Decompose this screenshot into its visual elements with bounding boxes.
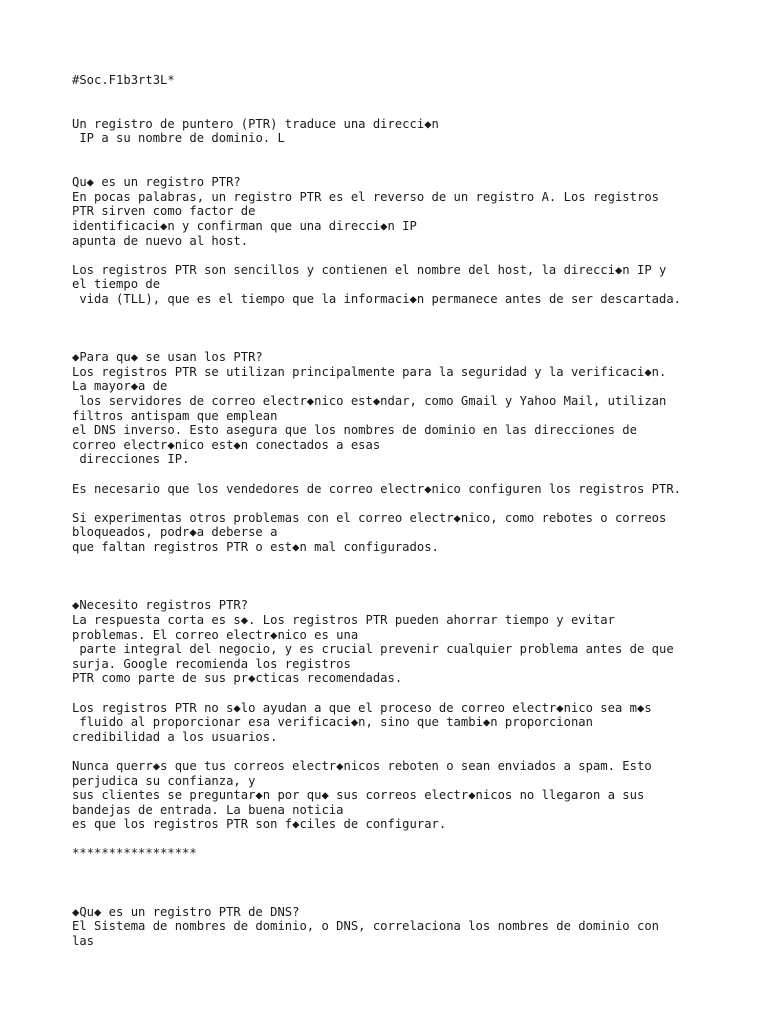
- text-line: Qu◆ es un registro PTR?: [72, 175, 241, 190]
- text-line: Es necesario que los vendedores de correo electr◆nico configuren los registros PTR.: [72, 481, 682, 496]
- blank-line: [72, 321, 712, 336]
- text-line: ◆Para qu◆ se usan los PTR?: [72, 350, 263, 365]
- text-line: PTR sirven como factor de: [72, 204, 256, 219]
- blank-line: [72, 467, 712, 482]
- text-line: Un registro de puntero (PTR) traduce una direcci◆n: [72, 116, 439, 131]
- blank-line: [72, 336, 712, 351]
- text-line: credibilidad a los usuarios.: [72, 729, 278, 744]
- blank-line: [72, 832, 712, 847]
- text-line: bandejas de entrada. La buena noticia: [72, 802, 344, 817]
- text-line: correo electr◆nico est◆n conectados a esas: [72, 437, 381, 452]
- text-line: filtros antispam que emplean: [72, 408, 278, 423]
- text-line: fluido al proporcionar esa verificaci◆n, sino que tambi◆n proporcionan: [72, 715, 593, 730]
- blank-line: [72, 861, 712, 876]
- text-line: #Soc.F1b3rt3L*: [72, 73, 175, 87]
- text-line: bloqueados, podr◆a deberse a: [72, 525, 278, 540]
- text-line: *****************: [72, 846, 197, 861]
- blank-line: [72, 307, 712, 322]
- document-body: [72, 73, 712, 949]
- text-line: perjudica su confianza, y: [72, 773, 256, 788]
- text-line: surja. Google recomienda los registros: [72, 656, 351, 671]
- text-line: IP a su nombre de dominio. L: [72, 131, 285, 146]
- text-line: sus clientes se preguntar◆n por qu◆ sus correos electr◆nicos no llegaron a sus: [72, 788, 645, 803]
- text-line: Si experimentas otros problemas con el correo electr◆nico, como rebotes o correos: [72, 510, 667, 525]
- blank-line: [72, 102, 712, 117]
- text-line: el tiempo de: [72, 277, 161, 292]
- blank-line: [72, 146, 712, 161]
- blank-line: [72, 890, 712, 905]
- text-line: direcciones IP.: [72, 452, 190, 467]
- text-line: Los registros PTR se utilizan principalmente para la seguridad y la verificaci◆n.: [72, 364, 667, 379]
- text-line: problemas. El correo electr◆nico es una: [72, 627, 359, 642]
- text-line: el DNS inverso. Esto asegura que los nombres de dominio en las direcciones de: [72, 423, 637, 438]
- text-line: PTR como parte de sus pr◆cticas recomendadas.: [72, 671, 403, 686]
- blank-line: [72, 248, 712, 263]
- text-line: Nunca querr◆s que tus correos electr◆nicos reboten o sean enviados a spam. Esto: [72, 758, 652, 773]
- text-line: las: [72, 934, 95, 949]
- text-line: ◆Qu◆ es un registro PTR de DNS?: [72, 904, 300, 919]
- blank-line: [72, 161, 712, 176]
- text-line: La respuesta corta es s◆. Los registros PTR pueden ahorrar tiempo y evitar: [72, 612, 615, 627]
- text-line: La mayor◆a de: [72, 379, 168, 394]
- blank-line: [72, 584, 712, 599]
- text-line: Los registros PTR no s◆lo ayudan a que el proceso de correo electr◆nico sea m◆s: [72, 700, 652, 715]
- text-line: los servidores de correo electr◆nico est◆ndar, como Gmail y Yahoo Mail, utilizan: [72, 394, 667, 409]
- blank-line: [72, 569, 712, 584]
- blank-line: [72, 88, 712, 103]
- blank-line: [72, 686, 712, 701]
- text-line: vida (TLL), que es el tiempo que la informaci◆n permanece antes de ser descartada.: [72, 291, 682, 306]
- text-line: parte integral del negocio, y es crucial prevenir cualquier problema antes de que: [72, 642, 674, 657]
- text-line: ◆Necesito registros PTR?: [72, 598, 249, 613]
- text-line: identificaci◆n y confirman que una direcci◆n IP: [72, 218, 417, 233]
- text-line: es que los registros PTR son f◆ciles de configurar.: [72, 817, 447, 832]
- blank-line: [72, 744, 712, 759]
- text-line: Los registros PTR son sencillos y contienen el nombre del host, la direcci◆n IP y: [72, 262, 667, 277]
- blank-line: [72, 876, 712, 891]
- blank-line: [72, 496, 712, 511]
- text-line: En pocas palabras, un registro PTR es el reverso de un registro A. Los registros: [72, 189, 659, 204]
- text-line: que faltan registros PTR o est◆n mal configurados.: [72, 540, 439, 554]
- text-line: El Sistema de nombres de dominio, o DNS, correlaciona los nombres de dominio con: [72, 919, 659, 934]
- text-line: apunta de nuevo al host.: [72, 233, 249, 248]
- blank-line: [72, 555, 712, 570]
